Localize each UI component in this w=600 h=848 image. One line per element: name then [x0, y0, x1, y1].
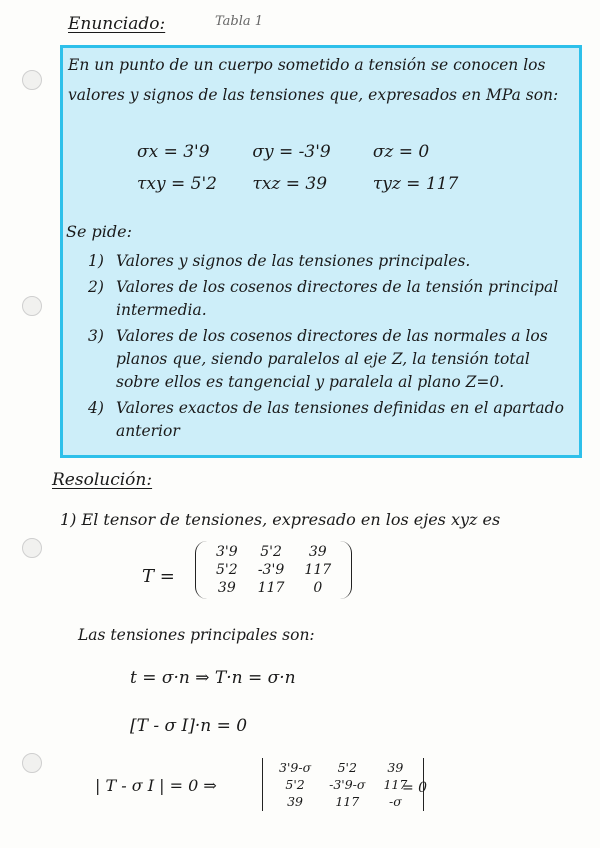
- question-item: [88, 250, 576, 273]
- sigma-x: σx = 3'9: [137, 142, 210, 162]
- determinant-table: [269, 758, 417, 811]
- tau-xz: τxz = 39: [252, 174, 328, 194]
- tensor-label: T =: [142, 566, 175, 587]
- tau-yz: τyz = 117: [372, 174, 459, 194]
- equation-2: [T - σ I]·n = 0: [130, 716, 248, 736]
- determinant-cell: 39: [387, 760, 404, 775]
- matrix-row: [206, 561, 341, 579]
- question-item: [88, 397, 576, 443]
- matrix-cell: 3'9: [216, 544, 238, 560]
- principal-text: Las tensiones principales son:: [78, 626, 315, 644]
- equation-3-left: | T - σ I | = 0 ⇒: [95, 776, 217, 795]
- ask-label: Se pide:: [66, 222, 132, 241]
- matrix-cell: 0: [313, 580, 323, 596]
- question-text: Valores exactos de las tensiones definidas en el apartado anterior: [116, 399, 564, 440]
- determinant-cell: -σ: [388, 794, 402, 809]
- stress-tensor-matrix: [195, 541, 352, 599]
- resolution-intro: 1) El tensor de tensiones, expresado en los ejes xyz es: [60, 510, 501, 529]
- determinant-cell: 117: [335, 794, 360, 809]
- tau-xy: τxy = 5'2: [137, 174, 217, 194]
- matrix-table: [206, 543, 341, 597]
- question-item: [88, 276, 576, 322]
- question-text: Valores de los cosenos directores de la tensión principal intermedia.: [116, 278, 559, 319]
- sigma-z: σz = 0: [372, 142, 430, 162]
- binder-hole: [22, 70, 42, 90]
- matrix-row: [206, 543, 341, 561]
- question-text: Valores de los cosenos directores de las normales a los planos que, siendo paralelos al eje Z, la tensión total sobre ellos es tangencial y paralela al plano Z=0.: [116, 327, 548, 391]
- determinant-cell: 5'2: [337, 760, 357, 775]
- determinant-row: [271, 760, 415, 775]
- header-tag: Tabla 1: [215, 14, 264, 29]
- determinant-row: [271, 794, 415, 809]
- question-number: 2): [88, 278, 104, 296]
- resolution-heading: Resolución:: [52, 470, 153, 490]
- equation-3-right: = 0: [402, 780, 428, 796]
- determinant-cell: 5'2: [285, 777, 305, 792]
- question-text: Valores y signos de las tensiones principales.: [116, 252, 471, 270]
- matrix-cell: -3'9: [257, 562, 285, 578]
- question-number: 3): [88, 327, 104, 345]
- characteristic-determinant: [262, 758, 424, 811]
- determinant-cell: 39: [287, 794, 303, 809]
- question-item: [88, 325, 576, 394]
- matrix-cell: 5'2: [216, 562, 238, 578]
- question-number: 1): [88, 252, 104, 270]
- equation-1: t = σ·n ⇒ T·n = σ·n: [130, 668, 296, 688]
- binder-hole: [22, 296, 42, 316]
- binder-hole: [22, 538, 42, 558]
- binder-hole: [22, 753, 42, 773]
- sigma-y: σy = -3'9: [252, 142, 331, 162]
- matrix-cell: 5'2: [260, 544, 282, 560]
- stress-row-shear: [137, 174, 458, 194]
- matrix-cell: 39: [308, 544, 327, 560]
- matrix-cell: 39: [217, 580, 236, 596]
- determinant-cell: 3'9-σ: [279, 760, 312, 775]
- determinant-cell: 117: [383, 777, 408, 792]
- matrix-cell: 117: [304, 562, 332, 578]
- determinant-row: [271, 777, 415, 792]
- statement-text: En un punto de un cuerpo sometido a tensión se conocen los valores y signos de las tensiones que, expresados en MPa son:: [68, 56, 559, 104]
- question-number: 4): [88, 399, 104, 417]
- matrix-row: [206, 579, 341, 597]
- enunciado-heading: Enunciado:: [68, 14, 166, 34]
- stress-row-normal: [137, 142, 429, 162]
- question-list: [88, 250, 576, 443]
- determinant-cell: -3'9-σ: [329, 777, 366, 792]
- matrix-cell: 117: [257, 580, 285, 596]
